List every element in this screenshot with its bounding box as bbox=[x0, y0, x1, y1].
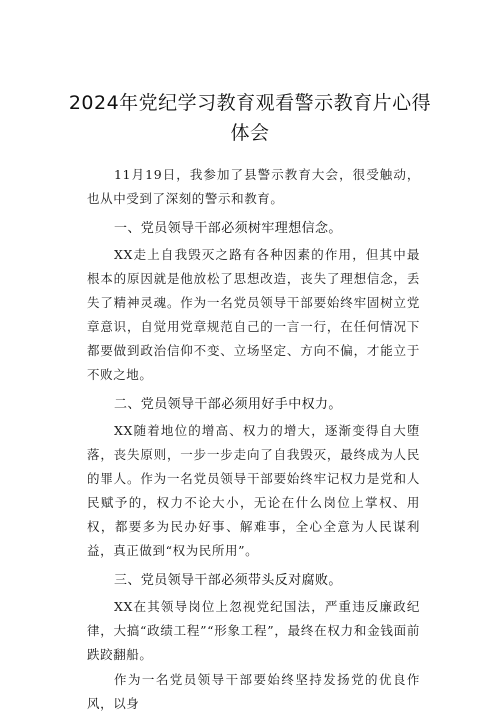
section-heading-2: 二、党员领导干部必须用好手中权力。 bbox=[114, 397, 342, 412]
section-3-paragraph-1: XX在其领导岗位上忽视党纪国法，严重违反廉政纪律，大搞“政绩工程”“形象工程”，最终在权力和金钱面前跌跤翻船。 bbox=[87, 599, 420, 662]
section-1-paragraph-1: XX走上自我毁灭之路有各种因素的作用，但其中最根本的原因就是他放松了思想改造，丧失了理想信念，丢失了精神灵魂。作为一名党员领导干部要始终牢固树立党章意识，自觉用党章规范自己的一言一行，在任何情况下都要做到政治信仰不变、立场坚定、方向不偏，才能立于不败之地。 bbox=[87, 247, 420, 382]
section-heading-3: 三、党员领导干部必须带头反对腐败。 bbox=[114, 573, 342, 588]
document-title: 2024年党纪学习教育观看警示教育片心得体会 bbox=[68, 92, 432, 144]
section-heading-1: 一、党员领导干部必须树牢理想信念。 bbox=[114, 221, 342, 236]
document-body bbox=[87, 163, 420, 716]
section-3-paragraph-2: 作为一名党员领导干部要始终坚持发扬党的优良作风，以身 bbox=[87, 672, 420, 711]
intro-paragraph: 11月19日，我参加了县警示教育大会，很受触动，也从中受到了深刻的警示和教育。 bbox=[87, 167, 420, 206]
section-2-paragraph-1: XX随着地位的增高、权力的增大，逐渐变得自大堕落，丧失原则，一步一步走向了自我毁灭，最终成为人民的罪人。作为一名党员领导干部要始终牢记权力是党和人民赋予的，权力不论大小，无论在什么岗位上掌权、用权，都要多为民办好事、解难事，全心全意为人民谋利益，真正做到“权为民所用”。 bbox=[87, 423, 420, 558]
